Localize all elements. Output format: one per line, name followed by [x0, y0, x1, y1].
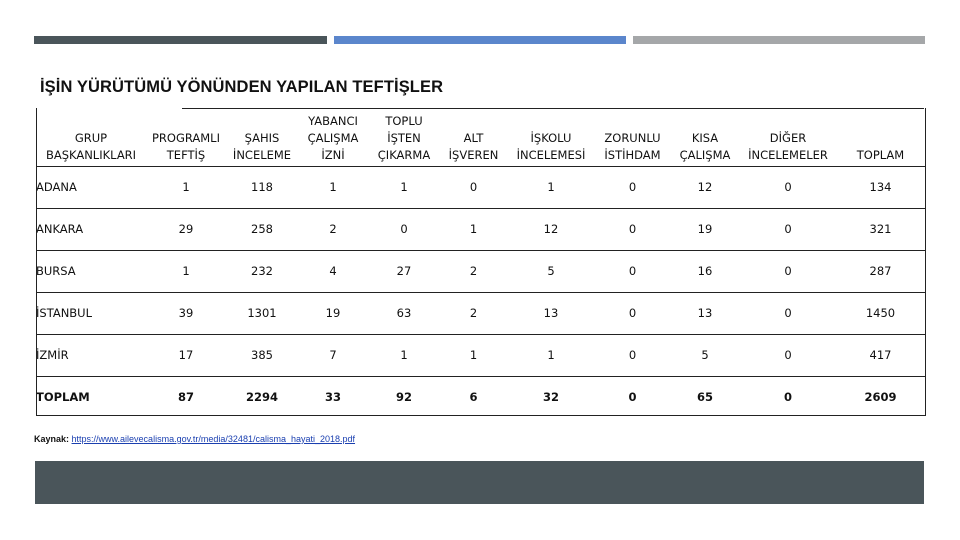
table-cell: 19	[298, 292, 368, 334]
table-cell: 1	[146, 250, 226, 292]
table-cell: 1	[368, 166, 440, 208]
table-cell: 0	[595, 292, 670, 334]
table-cell: 1301	[226, 292, 298, 334]
table-cell: 1	[440, 334, 507, 376]
table-cell: 7	[298, 334, 368, 376]
column-header: TOPLU İŞTEN ÇIKARMA	[377, 113, 431, 162]
table-frame-top	[182, 108, 924, 109]
top-accent-bar-blue	[334, 36, 626, 44]
table-row	[36, 250, 925, 292]
table-cell: 1	[507, 166, 595, 208]
table-cell: 1	[440, 208, 507, 250]
table-cell: 287	[836, 250, 925, 292]
inspection-table	[36, 108, 925, 418]
row-label: ANKARA	[36, 208, 146, 250]
table-cell: 385	[226, 334, 298, 376]
table-cell: 134	[836, 166, 925, 208]
table-cell: 1	[146, 166, 226, 208]
table-header-row	[36, 108, 925, 166]
table-cell: 0	[595, 166, 670, 208]
page-title: İŞİN YÜRÜTÜMÜ YÖNÜNDEN YAPILAN TEFTİŞLER	[40, 78, 444, 96]
table-cell: 17	[146, 334, 226, 376]
table-cell: 13	[507, 292, 595, 334]
footer-bar	[35, 461, 924, 504]
table-cell: 258	[226, 208, 298, 250]
column-header: İŞKOLU İNCELEMESİ	[516, 130, 586, 162]
table-cell: 19	[670, 208, 740, 250]
table-cell: 0	[740, 376, 836, 418]
top-accent-bar-dark	[34, 36, 327, 44]
table-cell: 1	[298, 166, 368, 208]
row-label: BURSA	[36, 250, 146, 292]
table-cell: 2	[440, 250, 507, 292]
table-cell: 5	[670, 334, 740, 376]
table-cell: 1	[507, 334, 595, 376]
table-cell: 6	[440, 376, 507, 418]
table-cell: 12	[507, 208, 595, 250]
table-cell: 92	[368, 376, 440, 418]
source-link[interactable]: https://www.ailevecalisma.gov.tr/media/32481/calisma_hayati_2018.pdf	[71, 434, 356, 444]
table-cell: 0	[740, 166, 836, 208]
column-header: GRUP BAŞKANLIKLARI	[45, 130, 137, 162]
table-cell: 13	[670, 292, 740, 334]
table-cell: 39	[146, 292, 226, 334]
table-cell: 0	[740, 250, 836, 292]
table-cell: 0	[595, 376, 670, 418]
table-cell: 0	[740, 292, 836, 334]
column-header: KISA ÇALIŞMA	[679, 130, 731, 162]
table-cell: 0	[595, 208, 670, 250]
table-cell: 2609	[836, 376, 925, 418]
row-label: İZMİR	[36, 334, 146, 376]
table-row	[36, 292, 925, 334]
table-cell: 27	[368, 250, 440, 292]
source-label: Kaynak:	[34, 434, 70, 444]
table-cell: 0	[595, 250, 670, 292]
table-cell: 65	[670, 376, 740, 418]
row-label: ADANA	[36, 166, 146, 208]
row-label: İSTANBUL	[36, 292, 146, 334]
table-cell: 32	[507, 376, 595, 418]
column-header: TOPLAM	[856, 147, 905, 162]
row-label: TOPLAM	[36, 376, 146, 418]
table-cell: 33	[298, 376, 368, 418]
column-header: PROGRAMLI TEFTİŞ	[151, 130, 220, 162]
table-cell: 0	[440, 166, 507, 208]
table-cell: 16	[670, 250, 740, 292]
table-cell: 87	[146, 376, 226, 418]
table-cell: 29	[146, 208, 226, 250]
top-accent-bar-gray	[633, 36, 925, 44]
source-note	[34, 434, 355, 444]
table-cell: 0	[740, 208, 836, 250]
column-header: ŞAHIS İNCELEME	[232, 130, 292, 162]
table-cell: 2	[298, 208, 368, 250]
table-row	[36, 376, 925, 418]
table-row	[36, 334, 925, 376]
column-header: YABANCI ÇALIŞMA İZNİ	[307, 113, 359, 162]
table-cell: 0	[740, 334, 836, 376]
column-header: ALT İŞVEREN	[448, 130, 499, 162]
table-cell: 0	[595, 334, 670, 376]
table-cell: 2	[440, 292, 507, 334]
table-cell: 1450	[836, 292, 925, 334]
table-cell: 4	[298, 250, 368, 292]
table-cell: 321	[836, 208, 925, 250]
table-cell: 417	[836, 334, 925, 376]
table-cell: 63	[368, 292, 440, 334]
column-header: ZORUNLU İSTİHDAM	[604, 130, 661, 162]
table-cell: 118	[226, 166, 298, 208]
table-cell: 2294	[226, 376, 298, 418]
table-cell: 1	[368, 334, 440, 376]
column-header: DİĞER İNCELEMELER	[748, 130, 828, 162]
table-cell: 232	[226, 250, 298, 292]
table-cell: 12	[670, 166, 740, 208]
table-cell: 0	[368, 208, 440, 250]
table-row	[36, 208, 925, 250]
table-row	[36, 166, 925, 208]
table-body	[36, 166, 925, 418]
table-cell: 5	[507, 250, 595, 292]
